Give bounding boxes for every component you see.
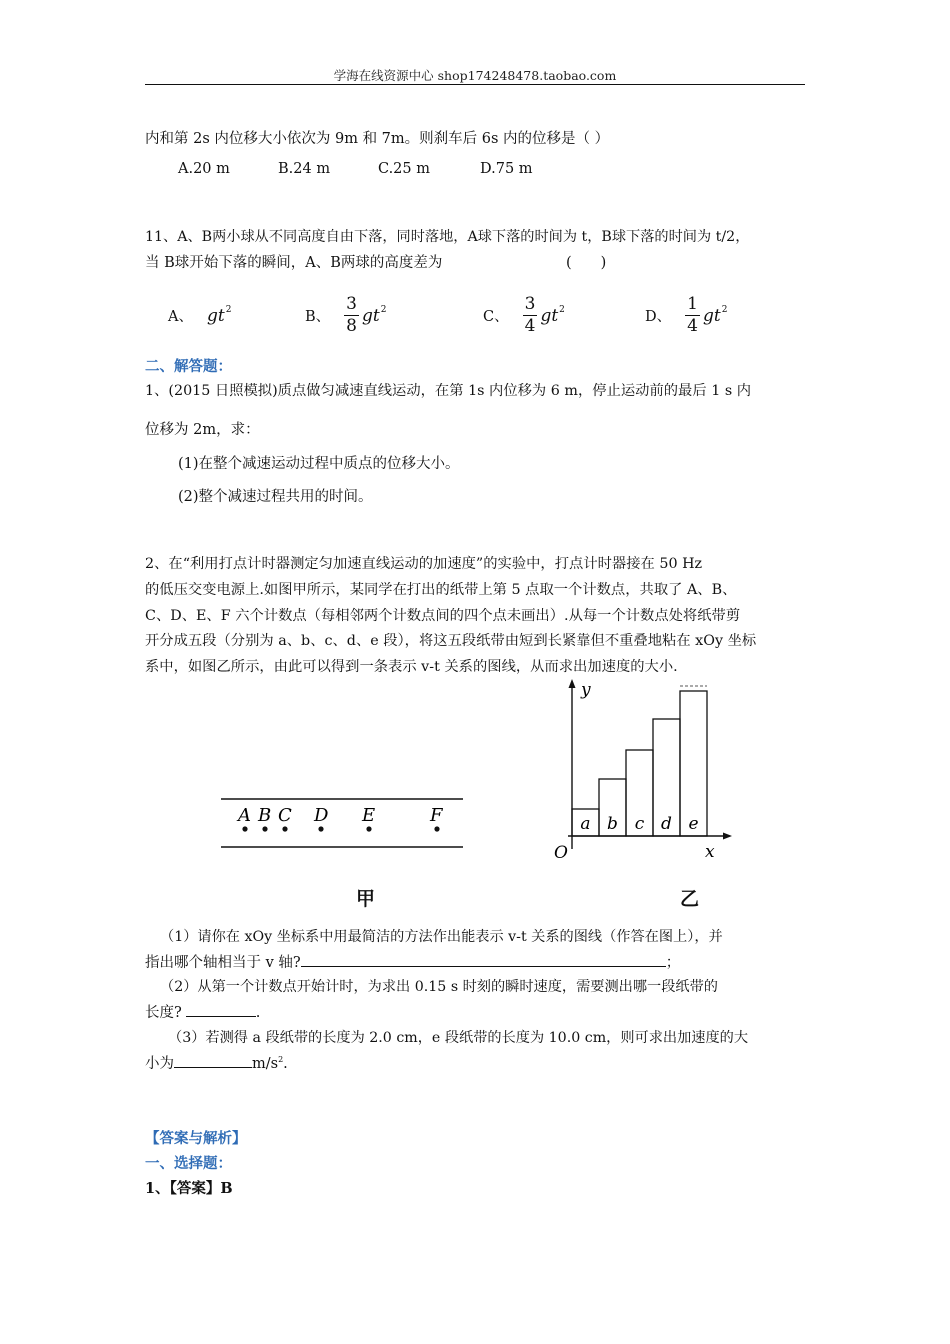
p2-stem-line1: 2、在“利用打点计时器测定匀加速直线运动的加速度”的实验中，打点计时器接在 50 Hz xyxy=(145,556,703,572)
sub2-end: . xyxy=(255,1005,261,1021)
fraction-denominator: 4 xyxy=(687,315,698,336)
sub3-end: . xyxy=(283,1056,288,1072)
p1-subquestion-1: (1)在整个减速运动过程中质点的位移大小。 xyxy=(178,456,460,472)
answers-title: 【答案与解析】 xyxy=(145,1130,247,1147)
expr-text: gt xyxy=(702,305,721,326)
y-axis-arrow-icon xyxy=(569,679,576,688)
tape-point-label: D xyxy=(314,805,329,826)
tape-segment-label: e xyxy=(688,814,699,834)
p2-sub1-line2 xyxy=(145,951,680,972)
p2-sub3-line1: （3）若测得 a 段纸带的长度为 2.0 cm，e 段纸带的长度为 10.0 cm，则可求出加速度的大 xyxy=(168,1030,749,1046)
expr-text: gt xyxy=(540,305,559,326)
tape-points xyxy=(236,805,444,832)
tape-point-dot xyxy=(242,826,247,831)
tape-segment-label: d xyxy=(661,814,672,834)
sub3-prompt: 小为 xyxy=(145,1056,174,1072)
fraction-numerator: 3 xyxy=(346,293,357,314)
q10-option-b: B.24 m xyxy=(278,161,331,177)
expr-text: gt xyxy=(206,305,225,326)
tape-point-label: C xyxy=(278,805,292,826)
q11-stem-line2: 当 B球开始下落的瞬间，A、B两球的高度差为 xyxy=(145,255,443,271)
tape-point-label: E xyxy=(362,805,376,826)
q11-option-b xyxy=(305,293,386,337)
q11-option-expr xyxy=(344,293,387,336)
q11-option-label: A、 xyxy=(168,308,193,325)
fraction-numerator: 1 xyxy=(687,293,698,314)
section-title-answers: 二、解答题： xyxy=(145,358,232,375)
p1-subquestion-2: (2)整个减速过程共用的时间。 xyxy=(178,489,373,505)
p1-stem-line1: 1、(2015 日照模拟)质点做匀减速直线运动，在第 1s 内位移为 6 m，停止运动前的最后 1 s 内 xyxy=(145,383,752,399)
p2-stem-line5: 系中，如图乙所示，由此可以得到一条表示 v-t 关系的图线，从而求出加速度的大小. xyxy=(145,659,678,675)
p2-sub3-line2 xyxy=(145,1052,288,1073)
q11-option-d xyxy=(645,293,727,337)
q11-option-c xyxy=(483,293,565,337)
q11-stem-line1: 11、A、B两小球从不同高度自由下落，同时落地，A球下落的时间为 t，B球下落的时间为 t/2， xyxy=(145,229,750,245)
tape-point-dot xyxy=(318,826,323,831)
tape-point-dot xyxy=(434,826,439,831)
fraction xyxy=(685,293,700,336)
tape-point-label: F xyxy=(430,805,443,826)
sub3-unit-exponent: 2 xyxy=(278,1055,284,1065)
q11-answer-paren: ( ) xyxy=(566,255,607,271)
p2-stem-line2: 的低压交变电源上.如图甲所示，某同学在打出的纸带上第 5 点取一个计数点，共取了 A、B、 xyxy=(145,582,737,598)
expr-exponent: 2 xyxy=(380,304,387,315)
answers-section1-title: 一、选择题： xyxy=(145,1155,232,1172)
tape-point-dot xyxy=(366,826,371,831)
q10-option-c: C.25 m xyxy=(378,161,430,177)
sub2-answer-blank[interactable] xyxy=(186,1002,256,1017)
fraction-denominator: 8 xyxy=(346,315,357,336)
expr-exponent: 2 xyxy=(721,304,728,315)
tape-segment-label: c xyxy=(634,814,645,834)
x-axis-label: x xyxy=(705,842,715,862)
sub3-unit: m/s xyxy=(252,1056,279,1072)
p2-sub2-line1: （2）从第一个计数点开始计时，为求出 0.15 s 时刻的瞬时速度，需要测出哪一段纸带的 xyxy=(160,979,718,995)
y-axis-label: y xyxy=(581,680,591,700)
page-header: 学海在线资源中心 shop174248478.taobao.com xyxy=(333,68,617,83)
tape-segment-label: a xyxy=(580,814,591,834)
origin-label: O xyxy=(554,843,568,863)
figure-yi-graph xyxy=(550,675,740,865)
tape-bars xyxy=(572,686,707,836)
tape-segment-label: b xyxy=(607,814,618,834)
q10-option-a: A.20 m xyxy=(178,161,230,177)
sub1-answer-blank[interactable] xyxy=(301,952,666,967)
tape-point-dot xyxy=(282,826,287,831)
expr-text: gt xyxy=(361,305,380,326)
expr-exponent: 2 xyxy=(225,304,232,315)
header-divider xyxy=(145,84,805,85)
q11-option-expr xyxy=(207,305,231,326)
tape-point-dot xyxy=(262,826,267,831)
q10-stem: 内和第 2s 内位移大小依次为 9m 和 7m。则刹车后 6s 内的位移是（ ） xyxy=(145,131,610,147)
q11-option-label: D、 xyxy=(645,308,672,325)
p2-stem-line4: 开分成五段（分别为 a、b、c、d、e 段），将这五段纸带由短到长紧靠但不重叠地粘在 xOy 坐标 xyxy=(145,633,757,649)
q11-option-label: B、 xyxy=(305,308,331,325)
sub1-end: ； xyxy=(665,955,681,971)
figure-jia-tape xyxy=(215,790,470,856)
p2-stem-line3: C、D、E、F 六个计数点（每相邻两个计数点间的四个点未画出）.从每一个计数点处将纸带剪 xyxy=(145,608,741,624)
p2-sub1-line1: （1）请你在 xOy 坐标系中用最简洁的方法作出能表示 v-t 关系的图线（作答在图上），并 xyxy=(160,929,723,945)
fraction-denominator: 4 xyxy=(524,315,536,336)
q11-option-expr xyxy=(523,293,565,336)
tape-point-label: B xyxy=(258,805,272,826)
figure-yi-caption: 乙 xyxy=(680,888,700,910)
sub3-answer-blank[interactable] xyxy=(174,1053,252,1068)
q10-option-d: D.75 m xyxy=(480,161,533,177)
answer-1: 1、【答案】B xyxy=(145,1180,233,1197)
fraction xyxy=(344,293,359,336)
fraction-numerator: 3 xyxy=(524,293,536,314)
q11-option-label: C、 xyxy=(483,308,509,325)
fraction xyxy=(523,293,538,336)
tape-point-label: A xyxy=(238,805,251,826)
sub2-prompt: 长度? xyxy=(145,1005,182,1021)
x-axis-arrow-icon xyxy=(723,833,732,840)
p2-sub2-line2 xyxy=(145,1001,260,1022)
expr-exponent: 2 xyxy=(559,304,565,315)
q11-option-expr xyxy=(685,293,728,336)
figure-jia-caption: 甲 xyxy=(356,888,376,910)
q11-option-a xyxy=(168,293,231,337)
p1-stem-line2: 位移为 2m，求： xyxy=(145,422,260,438)
sub1-prompt: 指出哪个轴相当于 v 轴? xyxy=(145,955,301,971)
